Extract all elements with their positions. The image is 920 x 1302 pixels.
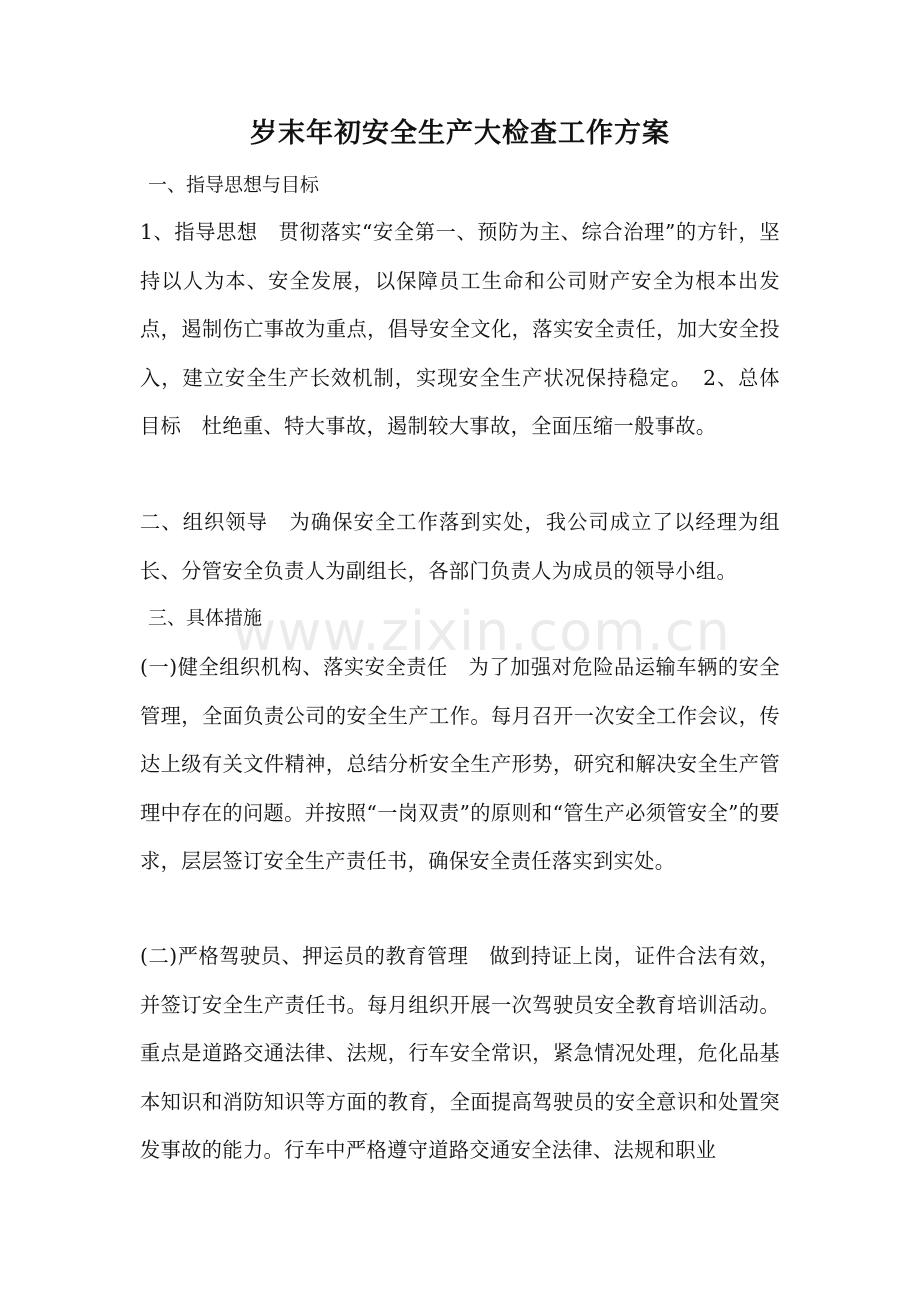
section-heading-guiding-ideology: 一、指导思想与目标	[148, 174, 320, 196]
paragraph-organization-leadership: 二、组织领导 为确保安全工作落到实处，我公司成立了以经理为组长、分管安全负责人为副组长，各部门负责人为成员的领导小组。	[140, 510, 780, 583]
watermark: www.zixin.com.cn	[232, 600, 731, 663]
paragraph-guiding-ideology-and-goals: 1、指导思想 贯彻落实“安全第一、预防为主、综合治理”的方针，坚持以人为本、安全发展，以保障员工生命和公司财产安全为根本出发点，遏制伤亡事故为重点，倡导安全文化，落实安全责任，加大安全投入，建立安全生产长效机制，实现安全生产状况保持稳定。 2、总体目标 杜绝重、特大事故，遏制较大事故，全面压缩一般事故。	[140, 220, 780, 438]
paragraph-measure-driver-education: (二)严格驾驶员、押运员的教育管理 做到持证上岗，证件合法有效，并签订安全生产责任书。每月组织开展一次驾驶员安全教育培训活动。重点是道路交通法律、法规，行车安全常识，紧急情况处理，危化品基本知识和消防知识等方面的教育，全面提高驾驶员的安全意识和处置突发事故的能力。行车中严格遵守道路交通安全法律、法规和职业	[140, 944, 780, 1162]
document-title: 岁末年初安全生产大检查工作方案	[250, 118, 670, 149]
paragraph-measure-organization: (一)健全组织机构、落实安全责任 为了加强对危险品运输车辆的安全管理，全面负责公司的安全生产工作。每月召开一次安全工作会议，传达上级有关文件精神，总结分析安全生产形势，研究和解决安全生产管理中存在的问题。并按照“一岗双责”的原则和“管生产必须管安全”的要求，层层签订安全生产责任书，确保安全责任落实到实处。	[140, 655, 780, 873]
section-heading-specific-measures: 三、具体措施	[148, 607, 263, 629]
